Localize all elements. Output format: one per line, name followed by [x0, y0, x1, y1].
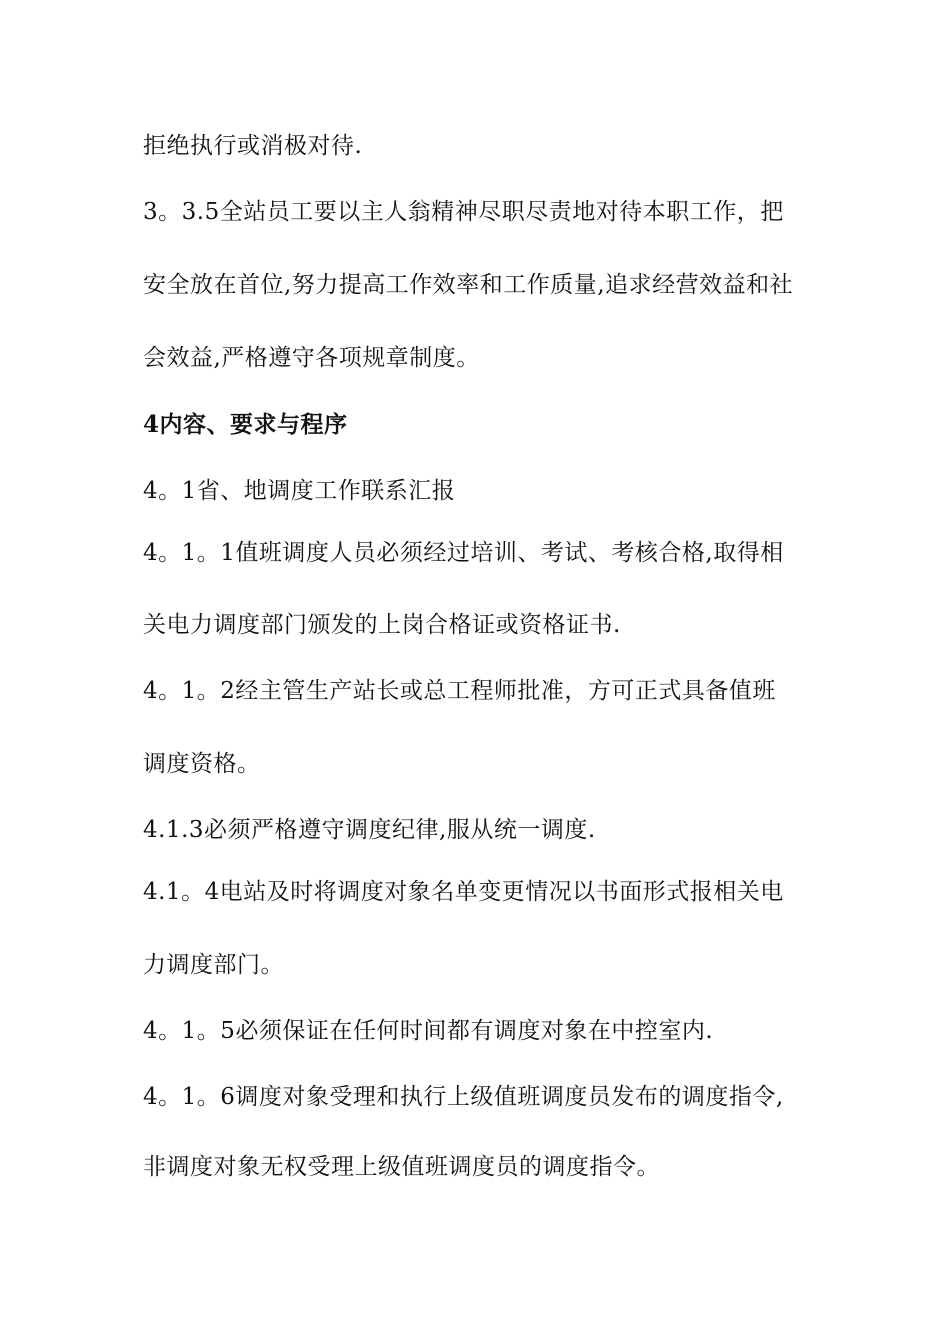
text-line: 拒绝执行或消极对待.: [143, 133, 363, 159]
text-line: 力调度部门。: [143, 952, 284, 978]
text-line: 会效益,严格遵守各项规章制度。: [143, 345, 480, 371]
clause-4-1-4: 4.1。4电站及时将调度对象名单变更情况以书面形式报相关电: [143, 879, 784, 905]
text-line: 调度资格。: [143, 751, 261, 777]
clause-4-1-5: 4。1。5必须保证在任何时间都有调度对象在中控室内.: [143, 1018, 714, 1044]
text-line: 安全放在首位,努力提高工作效率和工作质量,追求经营效益和社: [143, 272, 794, 298]
clause-4-1-2: 4。1。2经主管生产站长或总工程师批准，方可正式具备值班: [143, 678, 776, 704]
subsection-heading-4-1: 4。1省、地调度工作联系汇报: [143, 478, 456, 504]
clause-4-1-3: 4.1.3必须严格遵守调度纪律,服从统一调度.: [143, 817, 596, 843]
text-line: 关电力调度部门颁发的上岗合格证或资格证书.: [143, 612, 621, 638]
clause-4-1-6: 4。1。6调度对象受理和执行上级值班调度员发布的调度指令,: [143, 1084, 784, 1110]
text-line: 非调度对象无权受理上级值班调度员的调度指令。: [143, 1154, 660, 1180]
clause-3-3-5: 3。3.5全站员工要以主人翁精神尽职尽责地对待本职工作，把: [143, 199, 784, 225]
clause-4-1-1: 4。1。1值班调度人员必须经过培训、考试、考核合格,取得相: [143, 540, 784, 566]
section-heading-4: 4内容、要求与程序: [143, 411, 348, 438]
